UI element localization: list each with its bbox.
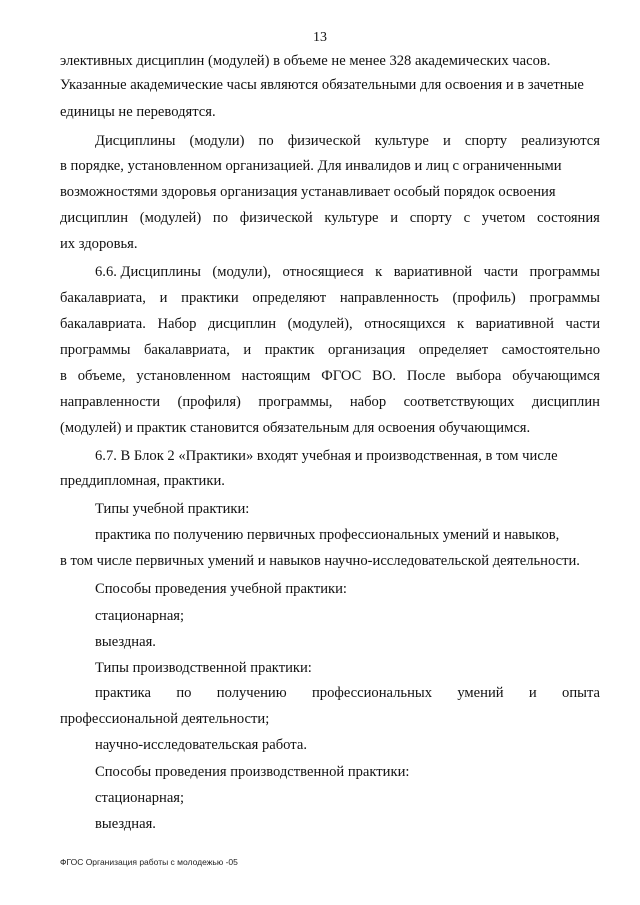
text-line	[95, 684, 600, 702]
word: состояния	[537, 210, 600, 226]
word: выбора	[456, 368, 502, 384]
text-line	[60, 315, 600, 333]
text-line: возможностями здоровья организация устанавливает особый порядок освоения	[60, 184, 556, 200]
word: спорту	[464, 133, 508, 149]
text-line: выездная.	[95, 816, 156, 832]
word: культуре	[374, 133, 429, 149]
word: практик	[264, 342, 315, 358]
text-line: научно-исследовательская работа.	[95, 737, 307, 753]
word: (модули)	[189, 133, 245, 149]
word: части	[483, 264, 519, 280]
word: учетом	[481, 210, 526, 226]
word: определяют	[252, 290, 327, 306]
text-line	[60, 209, 600, 227]
text-line: Типы учебной практики:	[95, 501, 250, 517]
word: (модулей)	[139, 210, 202, 226]
word: настоящим	[241, 368, 311, 384]
text-line: Способы проведения учебной практики:	[95, 581, 347, 597]
text-line: профессиональной деятельности;	[60, 711, 270, 727]
word: Дисциплины	[95, 133, 176, 149]
word: (модули),	[212, 264, 272, 280]
word: практики	[181, 290, 239, 306]
word: и	[390, 210, 399, 226]
text-line: стационарная;	[95, 790, 185, 806]
text-line	[60, 393, 600, 411]
text-line: единицы не переводятся.	[60, 104, 216, 120]
text-line	[95, 132, 600, 150]
word: и	[243, 342, 252, 358]
word: по	[176, 685, 192, 701]
word: вариативной	[393, 264, 473, 280]
word: бакалавриата,	[60, 290, 146, 306]
word: установленном	[136, 368, 231, 384]
word: направленности	[60, 394, 161, 410]
text-line: выездная.	[95, 634, 156, 650]
word: бакалавриата,	[143, 342, 230, 358]
text-line	[60, 367, 600, 385]
word: вариативной	[475, 316, 554, 332]
word: дисциплин	[60, 210, 129, 226]
word: физической	[287, 133, 361, 149]
word: ФГОС	[321, 368, 362, 384]
word: спорту	[409, 210, 452, 226]
page-footer: ФГОС Организация работы с молодежью -05	[60, 857, 238, 867]
word: получению	[216, 685, 287, 701]
text-line: стационарная;	[95, 608, 185, 624]
word: и	[442, 133, 451, 149]
word: программы	[529, 290, 600, 306]
word: относящиеся	[282, 264, 364, 280]
word: программы,	[258, 394, 333, 410]
text-line: (модулей) и практик становится обязательным для освоения обучающимся.	[60, 420, 531, 436]
word: дисциплин	[531, 394, 600, 410]
word: практика	[95, 685, 152, 701]
word: и	[528, 685, 537, 701]
word: физической	[239, 210, 313, 226]
word: обучающимся	[512, 368, 600, 384]
text-line: 6.7. В Блок 2 «Практики» входят учебная и производственная, в том числе	[95, 448, 558, 464]
word: реализуются	[521, 133, 600, 149]
word: дисциплин	[208, 316, 277, 332]
text-line: Способы проведения производственной практики:	[95, 764, 410, 780]
word: с	[463, 210, 471, 226]
word: относящихся	[364, 316, 446, 332]
word: объеме,	[77, 368, 126, 384]
word: определяет	[418, 342, 489, 358]
word: (модулей),	[287, 316, 353, 332]
word: к	[457, 316, 465, 332]
word: бакалавриата.	[60, 316, 146, 332]
word: по	[212, 210, 229, 226]
word: части	[565, 316, 600, 332]
word: ВО.	[372, 368, 397, 384]
word: к	[375, 264, 383, 280]
text-line: элективных дисциплин (модулей) в объеме не менее 328 академических часов.	[60, 53, 551, 69]
word: 6.6. Дисциплины	[95, 264, 201, 280]
text-line: в том числе первичных умений и навыков научно-исследовательской деятельности.	[60, 553, 580, 569]
word: по	[258, 133, 274, 149]
page-number: 13	[313, 30, 327, 45]
text-line: Типы производственной практики:	[95, 660, 312, 676]
text-line: практика по получению первичных профессиональных умений и навыков,	[95, 527, 560, 543]
word: Набор	[157, 316, 197, 332]
word: профессиональных	[311, 685, 432, 701]
word: направленность	[339, 290, 439, 306]
word: (профиля)	[177, 394, 241, 410]
text-line	[60, 341, 600, 359]
word: в	[60, 368, 67, 384]
text-line: их здоровья.	[60, 236, 138, 252]
word: После	[406, 368, 446, 384]
text-line: Указанные академические часы являются обязательными для освоения и в зачетные	[60, 77, 584, 93]
word: культуре	[324, 210, 379, 226]
word: (профиль)	[452, 290, 516, 306]
word: организация	[327, 342, 406, 358]
word: соответствующих	[403, 394, 515, 410]
text-line	[95, 263, 600, 281]
text-line: в порядке, установленном организацией. Для инвалидов и лиц с ограниченными	[60, 158, 562, 174]
word: опыта	[562, 685, 600, 701]
word: программы	[60, 342, 131, 358]
word: и	[159, 290, 168, 306]
text-line	[60, 289, 600, 307]
text-line: преддипломная, практики.	[60, 473, 225, 489]
word: набор	[349, 394, 387, 410]
word: программы	[529, 264, 600, 280]
word: самостоятельно	[501, 342, 600, 358]
word: умений	[457, 685, 504, 701]
